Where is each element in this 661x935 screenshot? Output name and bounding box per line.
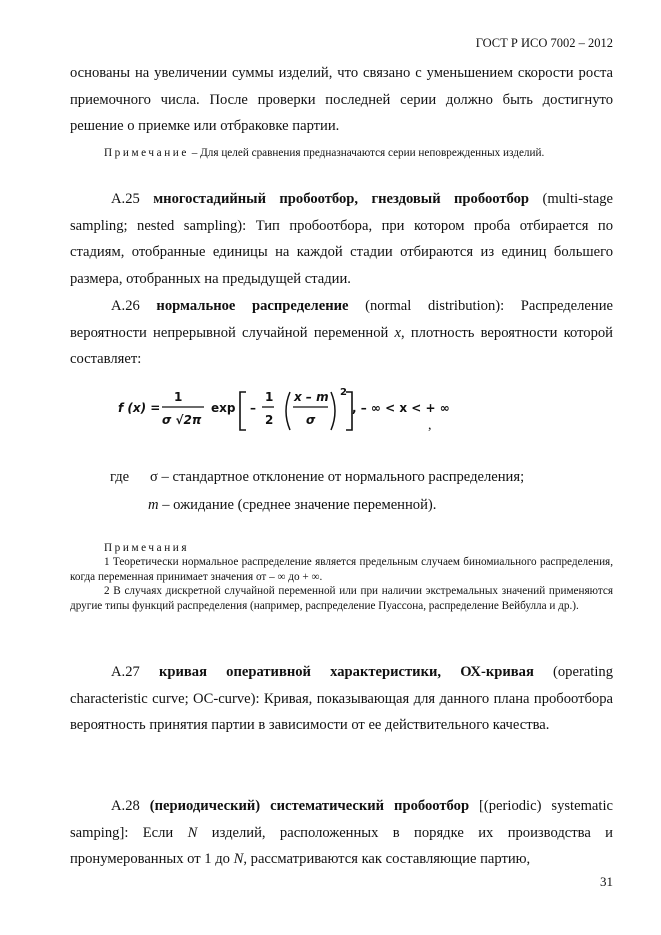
note-1-text: 1 Теоретически нормальное распределение является предельным случаем биномиального распределения, когда переменная принимает значения от – ∞ до + ∞. <box>70 556 613 583</box>
m-symbol: m <box>148 497 159 513</box>
variable-N: N <box>187 824 198 841</box>
note-2 <box>70 584 613 613</box>
note-text: – Для целей сравнения предназначаются серии неповрежденных изделий. <box>188 147 545 159</box>
clause-text: (multi-stage sampling; nested sampling): Тип пробоотбора, при котором проба отбирается по стадиям, отобранные единицы на каждой стадии отбираются из единиц большего размера, отобранных на предыдущей стадии. <box>70 191 613 287</box>
clause-text: [(periodic) systematic samping]: Если <box>70 798 614 841</box>
left-paren <box>286 392 290 430</box>
clause-term: многостадийный пробоотбор, гнездовый пробоотбор <box>153 191 530 207</box>
where-m-line <box>148 497 436 514</box>
notes-block <box>70 541 613 613</box>
sigma-definition: – стандартное отклонение от нормального распределения; <box>157 469 525 485</box>
formula-lhs: f (x) = <box>118 401 161 415</box>
note-label: Примечание <box>104 147 189 159</box>
formula-range: , – ∞ < x < + ∞ <box>352 401 450 415</box>
variable-N-2: N <box>233 851 244 868</box>
inner-denominator: σ <box>306 413 316 427</box>
note-1 <box>70 555 613 584</box>
clause-number: А.27 <box>111 664 140 680</box>
m-definition: – ожидание (среднее значение переменной). <box>158 497 437 513</box>
clause-a26 <box>70 293 613 373</box>
half-denominator: 2 <box>265 413 274 427</box>
formula-exp: exp <box>211 401 236 415</box>
running-header: ГОСТ Р ИСО 7002 – 2012 <box>475 36 613 50</box>
clause-text-mid: изделий, расположенных в порядке их производства и пронумерованных от 1 до <box>70 824 613 868</box>
clause-number: А.25 <box>111 191 140 207</box>
formula-minus: – <box>250 401 256 415</box>
formula-svg <box>118 384 458 436</box>
sigma-symbol: σ <box>150 469 158 485</box>
notes-heading-line <box>70 541 613 555</box>
clause-text-end: , рассматриваются как составляющие партию, <box>243 851 531 868</box>
clause-text-end: , плотность вероятности которой составляет: <box>70 324 613 368</box>
continued-text: основаны на увеличении суммы изделий, что связано с уменьшением скорости роста приемочного числа. После проверки последней серии должно быть достигнуто решение о приемке или отбраковке партии. <box>70 65 613 135</box>
clause-term: нормальное распределение <box>156 298 349 314</box>
where-label: где <box>110 469 130 485</box>
formula-one: 1 <box>174 390 183 404</box>
clause-number: А.26 <box>111 298 140 314</box>
clause-term: (периодический) систематический пробоотбор <box>149 798 470 814</box>
note-2-text: 2 В случаях дискретной случайной переменной или при наличии экстремальных значений применяются другие типы функций распределения (например, распределение Пуассона, распределение Вейбулла и др.). <box>70 585 613 612</box>
where-sigma-line <box>150 469 524 486</box>
clause-a27 <box>70 659 613 739</box>
formula-denominator: σ √2π <box>162 413 202 427</box>
note-block <box>70 146 613 160</box>
half-numerator: 1 <box>265 390 274 404</box>
inner-numerator: x – m <box>294 390 329 404</box>
clause-number: А.28 <box>111 798 140 814</box>
clause-text: (operating characteristic curve; OC-curve): Кривая, показывающая для данного плана пробоотбора вероятность принятия партии в зависимости от ее действительного качества. <box>70 664 613 734</box>
clause-a28 <box>70 793 613 873</box>
right-paren <box>331 392 335 430</box>
clause-a25 <box>70 186 613 292</box>
formula-power: 2 <box>340 387 347 398</box>
clause-text: (normal distribution): Распределение вероятности непрерывной случайной переменной <box>70 298 613 341</box>
notes-label: Примечания <box>104 542 190 554</box>
variable-x: x <box>394 324 402 341</box>
continued-paragraph <box>70 60 613 140</box>
page-number: 31 <box>600 874 613 889</box>
left-bracket <box>240 392 246 430</box>
clause-term: кривая оперативной характеристики, ОХ-кривая <box>158 664 534 680</box>
normal-density-formula <box>118 384 450 432</box>
formula-trailing-comma: , <box>428 418 432 433</box>
